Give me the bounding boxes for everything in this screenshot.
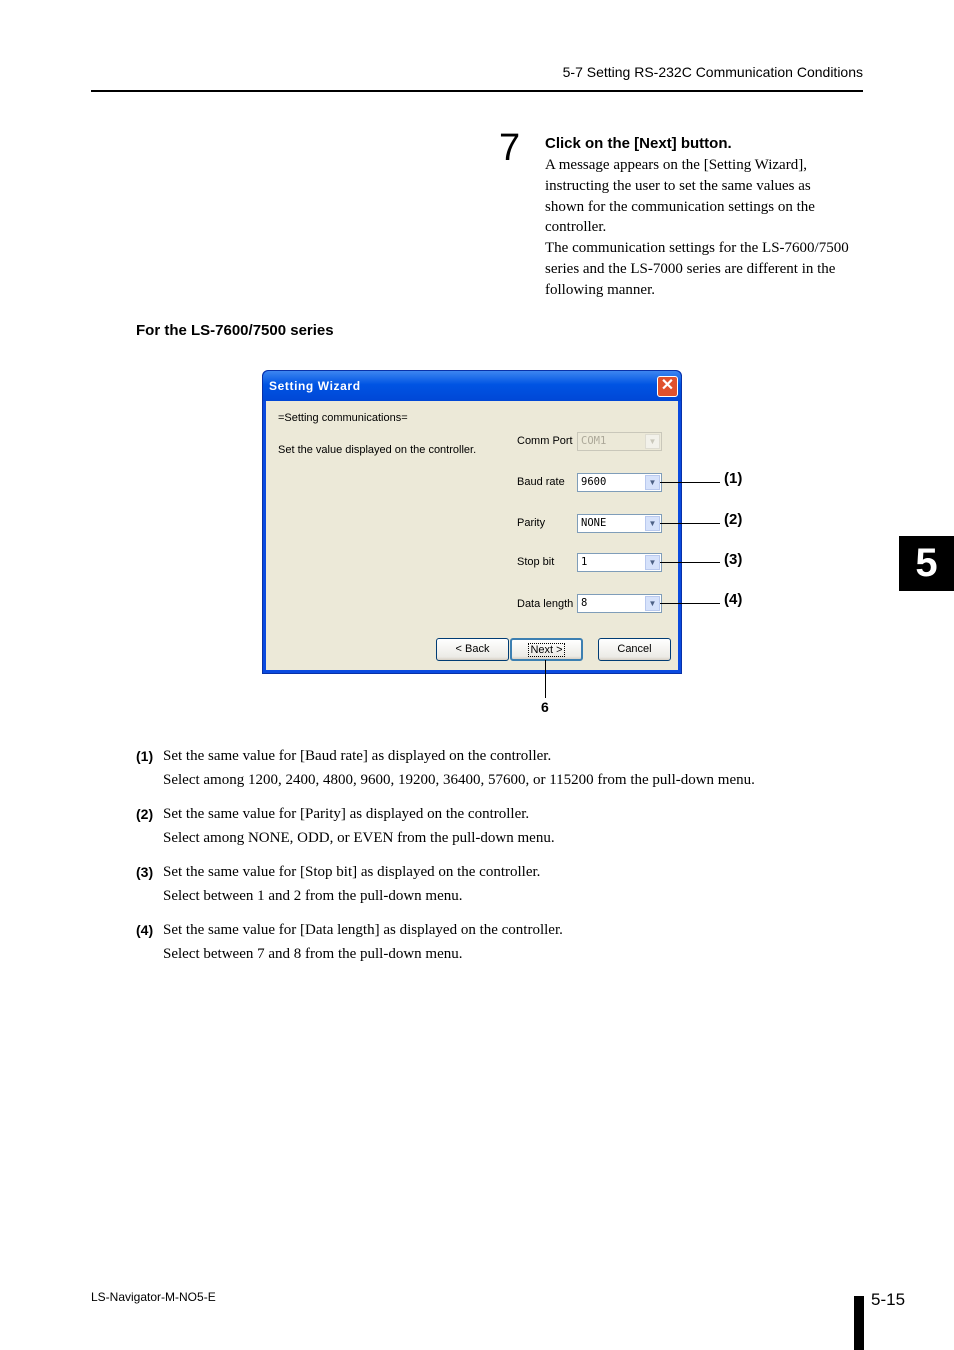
callout-line-next — [545, 660, 546, 698]
note-line: Set the same value for [Baud rate] as displayed on the controller. — [163, 748, 552, 764]
chevron-down-icon[interactable]: ▼ — [645, 475, 660, 490]
list-item — [136, 802, 836, 850]
chevron-down-icon[interactable]: ▼ — [645, 516, 660, 531]
baud-rate-value: 9600 — [581, 476, 607, 488]
callout-label-1: (1) — [724, 470, 743, 487]
step-body-line: The communication settings for the LS-7600/7500 — [545, 240, 849, 257]
note-line: Set the same value for [Data length] as displayed on the controller. — [163, 922, 563, 938]
notes-list — [136, 744, 836, 976]
parity-select[interactable] — [577, 514, 662, 533]
cancel-button-label: Cancel — [617, 643, 652, 655]
callout-line-4 — [660, 603, 720, 604]
list-item — [136, 918, 836, 966]
dialog-instruction: Set the value displayed on the controller. — [278, 444, 477, 456]
callout-label-4: (4) — [724, 591, 743, 608]
next-button[interactable] — [510, 638, 583, 661]
data-length-value: 8 — [581, 597, 588, 609]
note-line: Set the same value for [Stop bit] as displayed on the controller. — [163, 864, 541, 880]
callout-line-2 — [660, 523, 720, 524]
step-title: Click on the [Next] button. — [545, 135, 732, 152]
chevron-down-icon: ▼ — [645, 434, 660, 449]
list-item — [136, 860, 836, 908]
callout-label-next: 6 — [541, 699, 549, 715]
section-title: For the LS-7600/7500 series — [136, 322, 334, 339]
comm-port-label: Comm Port — [517, 435, 573, 447]
back-button[interactable] — [436, 638, 509, 661]
dialog-titlebar[interactable] — [263, 371, 681, 401]
setting-wizard-dialog — [262, 370, 682, 674]
note-line: Select between 7 and 8 from the pull-down menu. — [163, 946, 463, 962]
step-body-line: A message appears on the [Setting Wizard], — [545, 157, 807, 173]
step-body-line: controller. — [545, 219, 607, 236]
note-number: (1) — [136, 748, 154, 764]
comm-port-select — [577, 432, 662, 451]
chevron-down-icon[interactable]: ▼ — [645, 555, 660, 570]
callout-line-3 — [660, 562, 720, 563]
note-number: (2) — [136, 806, 154, 822]
dialog-client-area — [266, 401, 678, 670]
running-header: 5-7 Setting RS-232C Communication Conditions — [562, 64, 863, 80]
chevron-down-icon[interactable]: ▼ — [645, 596, 660, 611]
close-icon[interactable]: ✕ — [657, 376, 678, 397]
next-button-label: Next > — [530, 644, 563, 656]
chapter-tab: 5 — [899, 536, 954, 591]
step-number: 7 — [499, 127, 521, 169]
stop-bit-value: 1 — [581, 556, 588, 568]
stop-bit-select[interactable] — [577, 553, 662, 572]
baud-rate-label: Baud rate — [517, 476, 565, 488]
step-body — [545, 155, 865, 301]
note-line: Select between 1 and 2 from the pull-down menu. — [163, 888, 463, 904]
note-number: (4) — [136, 922, 154, 938]
dialog-title: Setting Wizard — [269, 379, 361, 393]
note-line: Select among NONE, ODD, or EVEN from the pull-down menu. — [163, 830, 555, 846]
list-item — [136, 744, 836, 792]
cancel-button[interactable] — [598, 638, 671, 661]
data-length-select[interactable] — [577, 594, 662, 613]
comm-port-value: COM1 — [581, 435, 607, 447]
step-body-line: following manner. — [545, 281, 655, 298]
callout-label-3: (3) — [724, 551, 743, 568]
footer-doc-id: LS-Navigator-M-NO5-E — [91, 1290, 216, 1304]
note-line: Set the same value for [Parity] as displayed on the controller. — [163, 806, 530, 822]
footer-bar — [854, 1296, 864, 1350]
parity-label: Parity — [517, 517, 546, 529]
note-line: Select among 1200, 2400, 4800, 9600, 19200, 36400, 57600, or 115200 from the pull-down menu. — [163, 772, 755, 788]
step-body-line: series and the LS-7000 series are different in the — [545, 260, 836, 277]
page-number: 5-15 — [871, 1290, 906, 1309]
step-body-line: shown for the communication settings on the — [545, 198, 815, 215]
data-length-label: Data length — [517, 598, 574, 610]
stop-bit-label: Stop bit — [517, 556, 555, 568]
parity-value: NONE — [581, 517, 607, 529]
dialog-heading: =Setting communications= — [278, 412, 408, 424]
back-button-label: < Back — [455, 643, 490, 655]
callout-label-2: (2) — [724, 511, 743, 528]
header-rule — [91, 90, 863, 92]
baud-rate-select[interactable] — [577, 473, 662, 492]
callout-line-1 — [660, 482, 720, 483]
step-body-line: instructing the user to set the same values as — [545, 177, 811, 194]
note-number: (3) — [136, 864, 154, 880]
